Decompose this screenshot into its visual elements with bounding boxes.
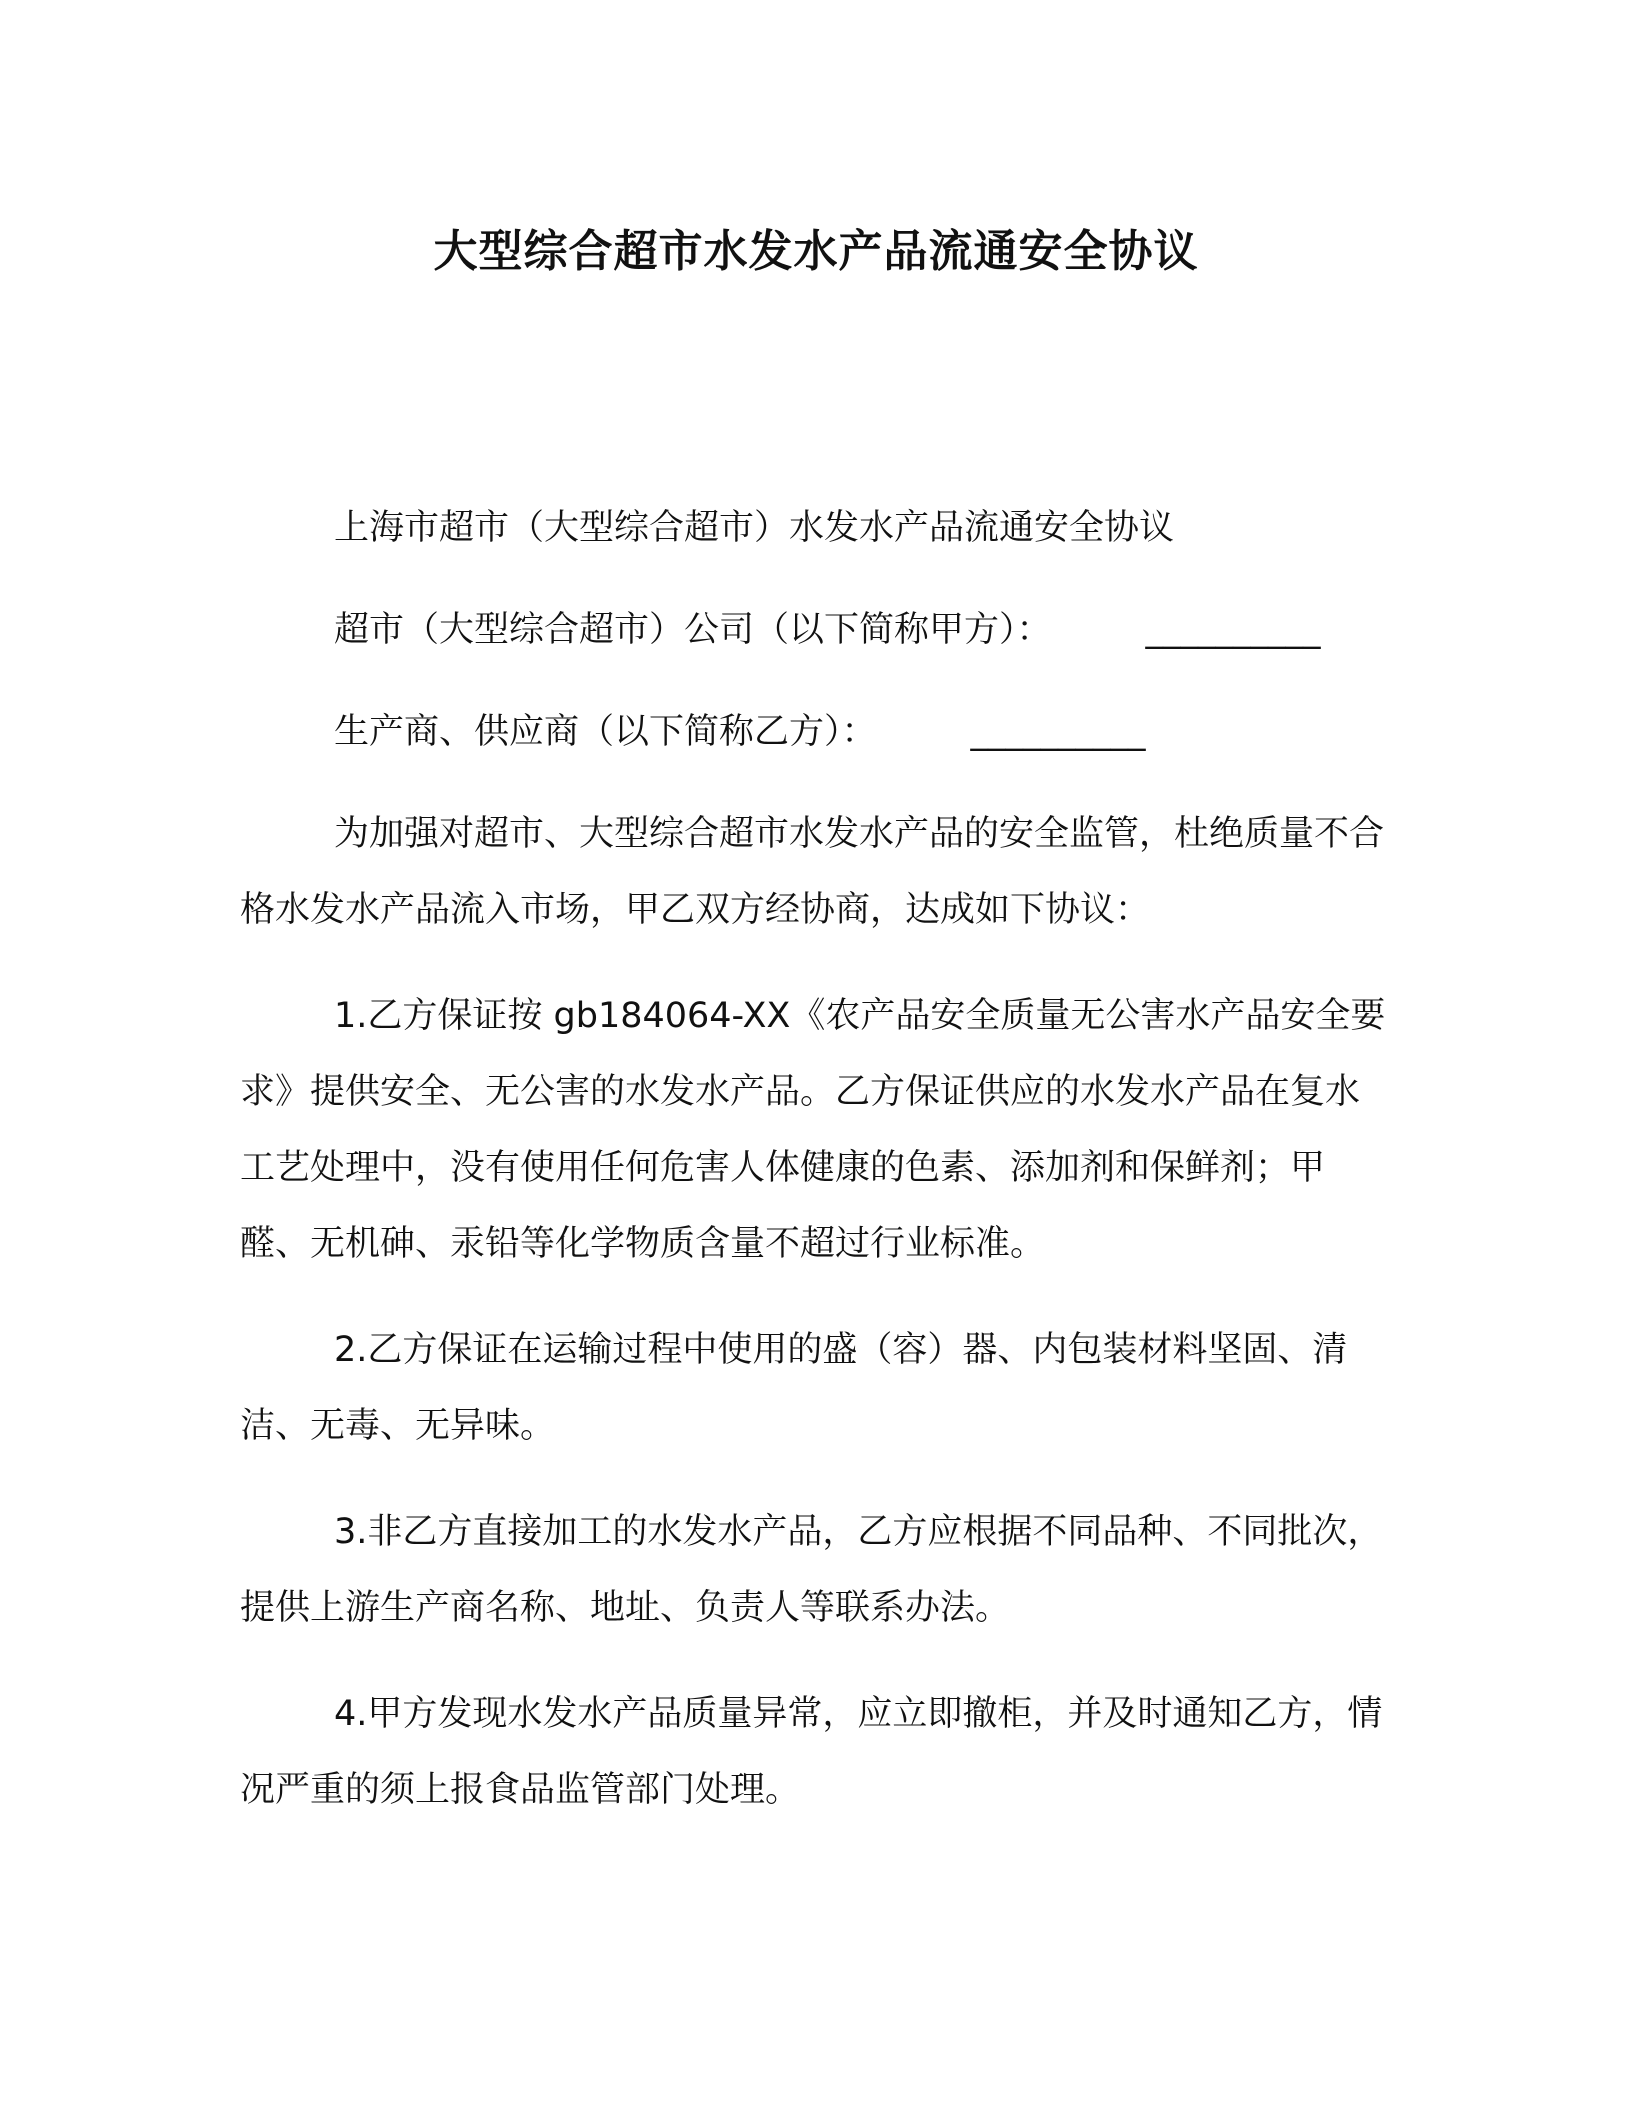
clause-1: 1.乙方保证按 gb184064-XX《农产品安全质量无公害水产品安全要求》提供安全、无公害的水发水产品。乙方保证供应的水发水产品在复水工艺处理中，没有使用任何危害人体健康的色素、添加剂和保鲜剂；甲醛、无机砷、汞铅等化学物质含量不超过行业标准。	[240, 996, 1386, 1264]
party-a-line	[240, 592, 1392, 668]
party-b-blank: __________	[970, 712, 1146, 752]
clause-4: 4.甲方发现水发水产品质量异常，应立即撤柜，并及时通知乙方，情况严重的须上报食品监管部门处理。	[240, 1694, 1383, 1810]
clause-3: 3.非乙方直接加工的水发水产品，乙方应根据不同品种、不同批次，提供上游生产商名称、地址、负责人等联系办法。	[240, 1512, 1383, 1628]
party-a-blank: __________	[1145, 610, 1321, 650]
clause-2: 2.乙方保证在运输过程中使用的盛（容）器、内包装材料坚固、清洁、无毒、无异味。	[240, 1330, 1348, 1446]
preamble-paragraph: 为加强对超市、大型综合超市水发水产品的安全监管，杜绝质量不合格水发水产品流入市场，甲乙双方经协商，达成如下协议：	[240, 814, 1385, 930]
document-body	[240, 490, 1392, 1828]
party-b-label: 生产商、供应商（以下简称乙方）：	[334, 712, 877, 752]
agreement-subtitle: 上海市超市（大型综合超市）水发水产品流通安全协议	[334, 508, 1175, 548]
party-b-line	[240, 694, 1392, 770]
party-a-label: 超市（大型综合超市）公司（以下简称甲方）：	[334, 610, 1052, 650]
document-title: 大型综合超市水发水产品流通安全协议	[433, 226, 1199, 277]
